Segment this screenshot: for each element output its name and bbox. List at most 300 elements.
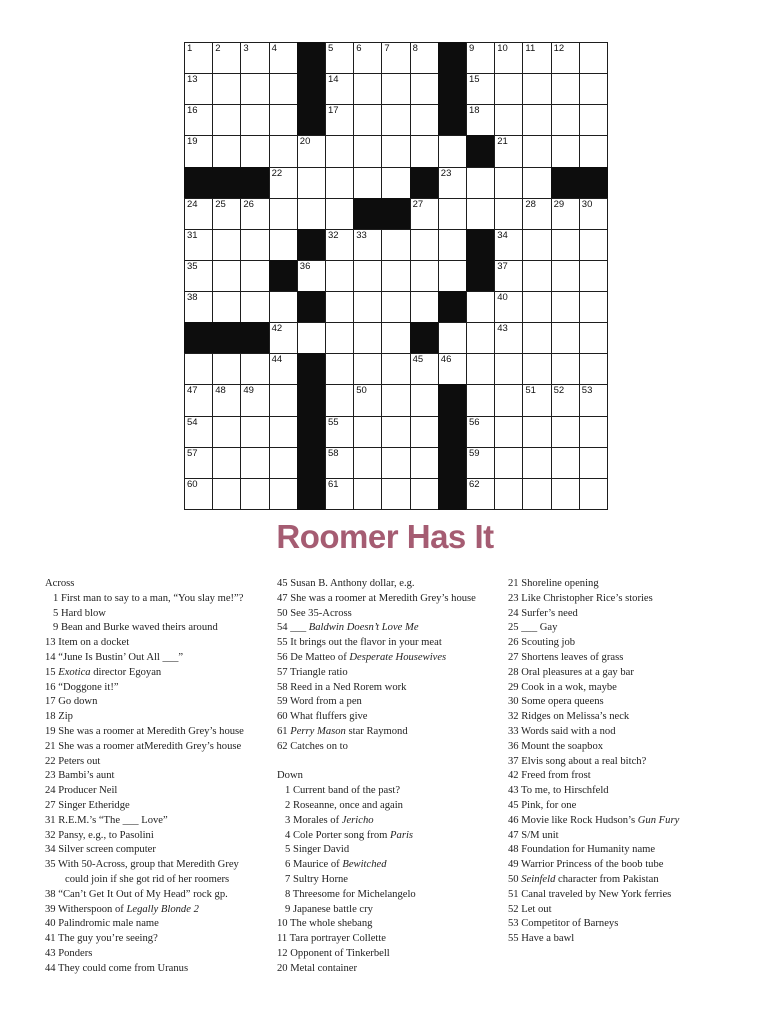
grid-cell[interactable] [551, 447, 580, 479]
grid-cell[interactable] [353, 229, 382, 261]
grid-cell[interactable] [494, 291, 523, 323]
clue [277, 636, 502, 651]
clue-text: 40 Palindromic male name [45, 918, 159, 930]
grid-cell[interactable] [522, 260, 551, 292]
grid-cell[interactable] [438, 167, 467, 199]
grid-cell[interactable] [466, 42, 495, 74]
clue [45, 592, 270, 607]
grid-cell[interactable] [579, 447, 608, 479]
clue-italic-title: Seinfeld [521, 873, 556, 885]
clue [277, 607, 502, 622]
grid-cell[interactable] [551, 353, 580, 385]
grid-cell[interactable] [494, 42, 523, 74]
grid-cell[interactable] [353, 384, 382, 416]
grid-cell[interactable] [466, 291, 495, 323]
cell-number: 21 [497, 136, 508, 148]
clue-text: 36 Mount the soapbox [508, 740, 604, 752]
clue-text: 24 Producer Neil [45, 785, 118, 797]
clue-text: 32 Ridges on Melissa’s neck [508, 711, 630, 723]
grid-cell[interactable] [325, 416, 354, 448]
black-square [438, 291, 467, 323]
cell-number: 1 [187, 43, 193, 54]
grid-cell[interactable] [325, 198, 354, 230]
grid-cell[interactable] [466, 478, 495, 510]
grid-cell[interactable] [353, 73, 382, 105]
grid-cell[interactable] [381, 104, 410, 136]
grid-cell[interactable] [325, 353, 354, 385]
clue [45, 888, 270, 903]
grid-cell[interactable] [381, 447, 410, 479]
grid-cell[interactable] [466, 73, 495, 105]
grid-cell[interactable] [438, 229, 467, 261]
across-heading: Across [45, 578, 75, 589]
grid-cell[interactable] [325, 260, 354, 292]
clue-text: 50 [508, 873, 522, 885]
grid-cell[interactable] [269, 135, 298, 167]
clue [45, 621, 270, 636]
grid-cell[interactable] [381, 291, 410, 323]
grid-cell[interactable] [212, 447, 241, 479]
grid-cell[interactable] [579, 353, 608, 385]
grid-cell[interactable] [381, 167, 410, 199]
grid-cell[interactable] [494, 353, 523, 385]
grid-cell[interactable] [494, 135, 523, 167]
grid-cell[interactable] [212, 198, 241, 230]
grid-cell[interactable] [325, 478, 354, 510]
clue [508, 740, 733, 755]
grid-cell[interactable] [269, 167, 298, 199]
grid-cell[interactable] [212, 416, 241, 448]
grid-cell[interactable] [269, 229, 298, 261]
grid-cell[interactable] [212, 229, 241, 261]
grid-cell[interactable] [522, 447, 551, 479]
grid-cell[interactable] [325, 384, 354, 416]
grid-cell[interactable] [353, 167, 382, 199]
grid-cell[interactable] [240, 229, 269, 261]
grid-cell[interactable] [381, 73, 410, 105]
clue [508, 873, 733, 888]
grid-cell[interactable] [353, 478, 382, 510]
clue-text: 3 Morales of [285, 814, 342, 826]
grid-cell[interactable] [353, 322, 382, 354]
grid-cell[interactable] [551, 478, 580, 510]
grid-cell[interactable] [184, 416, 213, 448]
grid-cell[interactable] [184, 353, 213, 385]
grid-cell[interactable] [438, 260, 467, 292]
grid-cell[interactable] [184, 260, 213, 292]
clue [277, 873, 502, 888]
grid-cell[interactable] [269, 42, 298, 74]
clue-text: 15 [45, 666, 59, 678]
clue-text: 2 Roseanne, once and again [285, 799, 403, 811]
grid-cell[interactable] [579, 198, 608, 230]
grid-cell[interactable] [212, 104, 241, 136]
clue [277, 784, 502, 799]
clue [508, 651, 733, 666]
clue-text: 6 Maurice of [285, 859, 343, 871]
grid-cell[interactable] [522, 104, 551, 136]
cell-number: 19 [187, 136, 198, 148]
grid-cell[interactable] [494, 104, 523, 136]
clue-text: 16 “Doggone it!” [45, 681, 119, 693]
clue-italic-title: Perry Mason [290, 725, 346, 737]
cell-number: 28 [525, 198, 536, 210]
clue-text: 9 Bean and Burke waved theirs around [53, 622, 218, 634]
cell-number: 46 [440, 354, 452, 366]
clue-text: 21 Shoreline opening [508, 578, 599, 589]
clue [45, 873, 270, 888]
grid-cell[interactable] [551, 260, 580, 292]
grid-cell[interactable] [381, 42, 410, 74]
cell-number: 11 [525, 43, 536, 54]
clue [277, 858, 502, 873]
grid-cell[interactable] [551, 104, 580, 136]
cell-number: 45 [412, 354, 424, 366]
clue [45, 962, 270, 977]
grid-cell[interactable] [522, 353, 551, 385]
grid-cell[interactable] [579, 416, 608, 448]
grid-cell[interactable] [297, 198, 326, 230]
clue-text: 24 Surfer’s need [508, 607, 578, 619]
grid-cell[interactable] [522, 384, 551, 416]
grid-cell[interactable] [522, 229, 551, 261]
cell-number: 35 [187, 260, 198, 272]
grid-cell[interactable] [494, 167, 523, 199]
grid-cell[interactable] [353, 291, 382, 323]
grid-cell[interactable] [240, 291, 269, 323]
grid-cell[interactable] [438, 198, 467, 230]
cell-number: 22 [271, 167, 283, 179]
grid-cell[interactable] [466, 384, 495, 416]
grid-cell[interactable] [212, 384, 241, 416]
clue [45, 636, 270, 651]
puzzle-title: Roomer Has It [276, 518, 494, 555]
grid-cell[interactable] [438, 353, 467, 385]
black-square [438, 104, 467, 136]
grid-cell[interactable] [410, 73, 439, 105]
grid-cell[interactable] [579, 384, 608, 416]
grid-cell[interactable] [184, 104, 213, 136]
grid-cell[interactable] [381, 353, 410, 385]
grid-cell[interactable] [551, 322, 580, 354]
clue [508, 843, 733, 858]
cell-number: 60 [187, 478, 198, 490]
grid-cell[interactable] [410, 353, 439, 385]
grid-cell[interactable] [325, 104, 354, 136]
grid-cell[interactable] [297, 260, 326, 292]
grid-cell[interactable] [381, 229, 410, 261]
grid-cell[interactable] [410, 198, 439, 230]
cell-number: 50 [356, 385, 367, 397]
grid-cell[interactable] [353, 447, 382, 479]
grid-cell[interactable] [325, 229, 354, 261]
cell-number: 47 [187, 385, 198, 397]
grid-cell[interactable] [240, 73, 269, 105]
grid-cell[interactable] [325, 447, 354, 479]
clue-text: 44 They could come from Uranus [45, 962, 189, 974]
cell-number: 48 [215, 385, 226, 397]
grid-cell[interactable] [438, 322, 467, 354]
grid-cell[interactable] [522, 167, 551, 199]
clue-text: 59 Word from a pen [277, 696, 362, 708]
black-square [269, 260, 298, 292]
clue [508, 903, 733, 918]
grid-cell[interactable] [410, 135, 439, 167]
grid-cell[interactable] [269, 198, 298, 230]
grid-cell[interactable] [184, 478, 213, 510]
grid-cell[interactable] [297, 322, 326, 354]
clue-text: 35 With 50-Across, group that Meredith Grey [45, 859, 239, 871]
grid-cell[interactable] [240, 198, 269, 230]
grid-cell[interactable] [579, 135, 608, 167]
grid-cell[interactable] [551, 291, 580, 323]
grid-cell[interactable] [184, 135, 213, 167]
clue-text: 45 Pink, for one [508, 799, 577, 811]
clue [277, 725, 502, 740]
clue-text: 4 Cole Porter song from [285, 829, 391, 841]
grid-cell[interactable] [579, 322, 608, 354]
grid-cell[interactable] [579, 478, 608, 510]
grid-cell[interactable] [269, 416, 298, 448]
grid-cell[interactable] [240, 135, 269, 167]
grid-cell[interactable] [353, 353, 382, 385]
black-square [184, 167, 213, 199]
grid-cell[interactable] [410, 384, 439, 416]
black-square [297, 291, 326, 323]
grid-cell[interactable] [184, 73, 213, 105]
grid-cell[interactable] [410, 104, 439, 136]
grid-cell[interactable] [269, 478, 298, 510]
grid-cell[interactable] [269, 384, 298, 416]
grid-cell[interactable] [381, 260, 410, 292]
clue-text: 29 Cook in a wok, maybe [508, 681, 617, 693]
crossword-grid [184, 42, 607, 509]
grid-cell[interactable] [212, 135, 241, 167]
grid-cell[interactable] [353, 260, 382, 292]
grid-cell[interactable] [381, 478, 410, 510]
grid-cell[interactable] [551, 73, 580, 105]
grid-cell[interactable] [353, 135, 382, 167]
clue-text: 19 She was a roomer at Meredith Grey’s house [45, 725, 244, 737]
cell-number: 15 [469, 74, 480, 86]
grid-cell[interactable] [551, 42, 580, 74]
cell-number: 20 [299, 136, 311, 148]
clue-text: 47 She was a roomer at Meredith Grey’s house [277, 592, 476, 604]
grid-cell[interactable] [325, 167, 354, 199]
grid-cell[interactable] [579, 260, 608, 292]
grid-cell[interactable] [269, 291, 298, 323]
grid-cell[interactable] [353, 416, 382, 448]
clue-italic-title: Gun Fury [637, 814, 680, 826]
grid-cell[interactable] [522, 135, 551, 167]
grid-cell[interactable] [184, 198, 213, 230]
clue [45, 681, 270, 696]
black-square [438, 447, 467, 479]
grid-cell[interactable] [579, 291, 608, 323]
clue [508, 636, 733, 651]
grid-cell[interactable] [269, 104, 298, 136]
grid-cell[interactable] [240, 384, 269, 416]
black-square [410, 322, 439, 354]
clue-italic-title: Paris [390, 829, 414, 841]
clue-italic-title: Desperate Housewives [349, 651, 447, 663]
black-square [438, 478, 467, 510]
grid-cell[interactable] [410, 260, 439, 292]
grid-cell[interactable] [551, 384, 580, 416]
clue-text: 54 ___ [277, 622, 309, 634]
grid-cell[interactable] [184, 42, 213, 74]
clue [45, 932, 270, 947]
grid-cell[interactable] [184, 447, 213, 479]
grid-cell[interactable] [353, 42, 382, 74]
grid-cell[interactable] [212, 291, 241, 323]
clue-text: 38 “Can’t Get It Out of My Head” rock gp. [45, 888, 228, 900]
grid-cell[interactable] [269, 73, 298, 105]
clue-text: 60 What fluffers give [277, 711, 368, 723]
grid-cell[interactable] [325, 291, 354, 323]
grid-cell[interactable] [212, 42, 241, 74]
grid-cell[interactable] [410, 229, 439, 261]
grid-cell[interactable] [466, 104, 495, 136]
grid-cell[interactable] [494, 478, 523, 510]
grid-cell[interactable] [410, 42, 439, 74]
clue-text: 41 The guy you’re seeing? [45, 933, 158, 945]
grid-cell[interactable] [494, 229, 523, 261]
grid-cell[interactable] [494, 416, 523, 448]
grid-cell[interactable] [269, 322, 298, 354]
clue-text: 13 Item on a docket [45, 637, 130, 649]
grid-cell[interactable] [494, 198, 523, 230]
grid-cell[interactable] [410, 478, 439, 510]
grid-cell[interactable] [494, 260, 523, 292]
grid-cell[interactable] [522, 478, 551, 510]
grid-cell[interactable] [522, 416, 551, 448]
clue [277, 843, 502, 858]
cell-number: 34 [497, 229, 508, 241]
grid-cell[interactable] [494, 322, 523, 354]
grid-cell[interactable] [579, 104, 608, 136]
grid-cell[interactable] [184, 229, 213, 261]
grid-cell[interactable] [297, 135, 326, 167]
cell-number: 25 [215, 198, 226, 210]
grid-cell[interactable] [325, 135, 354, 167]
clue-text: 56 De Matteo of [277, 651, 350, 663]
grid-cell[interactable] [522, 322, 551, 354]
grid-cell[interactable] [494, 384, 523, 416]
grid-cell[interactable] [212, 73, 241, 105]
grid-cell[interactable] [551, 229, 580, 261]
grid-cell[interactable] [410, 447, 439, 479]
grid-cell[interactable] [269, 353, 298, 385]
grid-cell[interactable] [522, 198, 551, 230]
grid-cell[interactable] [240, 478, 269, 510]
clue-text: 47 S/M unit [508, 829, 559, 841]
grid-cell[interactable] [466, 447, 495, 479]
grid-cell[interactable] [551, 135, 580, 167]
clue-text: 32 Pansy, e.g., to Pasolini [45, 829, 154, 841]
grid-cell[interactable] [381, 416, 410, 448]
grid-cell[interactable] [240, 42, 269, 74]
grid-cell[interactable] [297, 167, 326, 199]
grid-cell[interactable] [522, 42, 551, 74]
clue [45, 695, 270, 710]
grid-cell[interactable] [212, 353, 241, 385]
grid-cell[interactable] [381, 322, 410, 354]
clue-text: 46 Movie like Rock Hudson’s [508, 814, 638, 826]
grid-cell[interactable] [353, 104, 382, 136]
black-square [240, 167, 269, 199]
clue [508, 769, 733, 784]
black-square [579, 167, 608, 199]
clue [45, 710, 270, 725]
grid-cell[interactable] [410, 291, 439, 323]
cell-number: 27 [412, 198, 424, 210]
clue [277, 577, 502, 592]
grid-cell[interactable] [240, 104, 269, 136]
clue [508, 858, 733, 873]
grid-cell[interactable] [269, 447, 298, 479]
grid-cell[interactable] [466, 198, 495, 230]
grid-cell[interactable] [212, 478, 241, 510]
clue-text: 43 To me, to Hirschfeld [508, 785, 609, 797]
grid-cell[interactable] [381, 384, 410, 416]
grid-cell[interactable] [240, 447, 269, 479]
black-square [297, 104, 326, 136]
clue [508, 829, 733, 844]
clue [277, 829, 502, 844]
grid-cell[interactable] [410, 416, 439, 448]
clue [45, 858, 270, 873]
grid-cell[interactable] [466, 416, 495, 448]
grid-cell[interactable] [240, 353, 269, 385]
clue-text: 10 The whole shebang [277, 918, 373, 930]
cell-number: 6 [356, 43, 362, 54]
clue-text: 31 R.E.M.’s “The ___ Love” [45, 814, 168, 826]
cell-number: 13 [187, 74, 198, 86]
grid-cell[interactable] [438, 135, 467, 167]
grid-cell[interactable] [466, 322, 495, 354]
grid-cell[interactable] [522, 73, 551, 105]
clue-text: 28 Oral pleasures at a gay bar [508, 666, 634, 678]
grid-cell[interactable] [551, 416, 580, 448]
cell-number: 61 [328, 478, 339, 490]
grid-cell[interactable] [466, 353, 495, 385]
grid-cell[interactable] [522, 291, 551, 323]
clue-text: 50 See 35-Across [277, 607, 352, 619]
grid-cell[interactable] [579, 42, 608, 74]
grid-cell[interactable] [551, 198, 580, 230]
grid-cell[interactable] [494, 73, 523, 105]
grid-cell[interactable] [466, 167, 495, 199]
clue-text: 27 Singer Etheridge [45, 799, 130, 811]
grid-cell[interactable] [325, 73, 354, 105]
grid-cell[interactable] [240, 416, 269, 448]
black-square [240, 322, 269, 354]
grid-cell[interactable] [184, 291, 213, 323]
clue-text: 23 Like Christopher Rice’s stories [508, 592, 653, 604]
grid-cell[interactable] [184, 384, 213, 416]
grid-cell[interactable] [325, 322, 354, 354]
grid-cell[interactable] [579, 73, 608, 105]
clue [508, 621, 733, 636]
grid-cell[interactable] [494, 447, 523, 479]
grid-cell[interactable] [325, 42, 354, 74]
grid-cell[interactable] [579, 229, 608, 261]
grid-cell[interactable] [212, 260, 241, 292]
clue [45, 651, 270, 666]
grid-cell[interactable] [381, 135, 410, 167]
grid-cell[interactable] [240, 260, 269, 292]
